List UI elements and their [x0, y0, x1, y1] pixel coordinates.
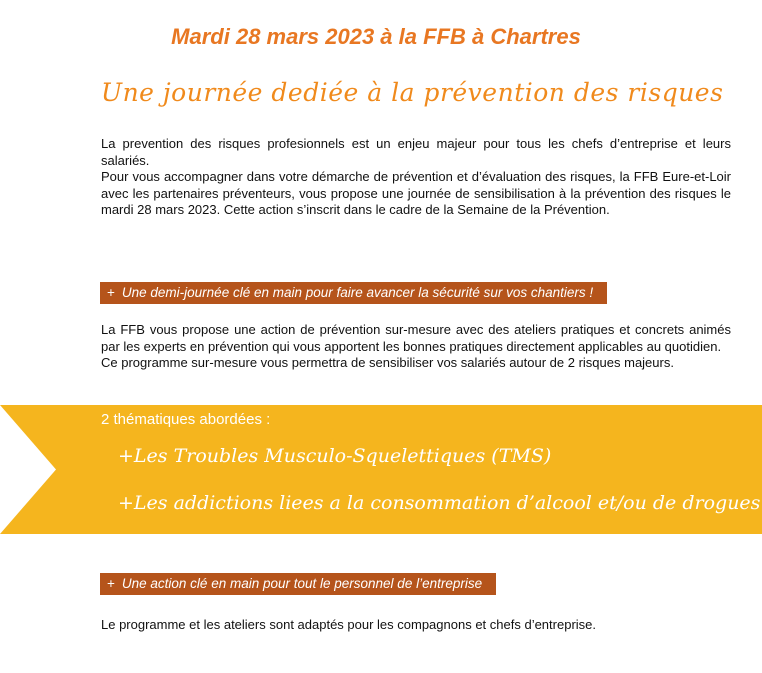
plus-icon: +: [107, 285, 115, 300]
section2-text: [101, 617, 731, 634]
date-heading: Mardi 28 mars 2023 à la FFB à Chartres: [171, 24, 581, 49]
themes-band: [0, 405, 762, 534]
section-banner-staff: [100, 573, 496, 595]
intro-paragraph-2: Pour vous accompagner dans votre démarche de prévention et d’évaluation des risques, la FFB Eure-et-Loir avec les partenaires préventeurs, vous propose une journée de sensibilisation à la prévention des risques le mardi 28 mars 2023. Cette action s’inscrit dans le cadre de la Semaine de la Prévention.: [101, 169, 731, 218]
plus-icon: +: [107, 576, 115, 591]
section1-paragraph-2: Ce programme sur-mesure vous permettra de sensibiliser vos salariés autour de 2 risques majeurs.: [101, 355, 674, 371]
section2-paragraph-1: Le programme et les ateliers sont adaptés pour les compagnons et chefs d’entreprise.: [101, 617, 596, 632]
intro-paragraph-1: La prevention des risques profesionnels est un enjeu majeur pour tous les chefs d’entreprise et leurs salariés.: [101, 136, 731, 168]
section-banner-label: Une demi-journée clé en main pour faire avancer la sécurité sur vos chantiers !: [121, 285, 594, 300]
section1-paragraph-1: La FFB vous propose une action de prévention sur-mesure avec des ateliers pratiques et concrets animés par les experts en prévention qui vous apportent les bonnes pratiques directement applicables au quotidien.: [101, 322, 731, 354]
theme-item-addictions: +Les addictions liees a la consommation d’alcool et/ou de drogues: [118, 492, 761, 514]
section-banner-label: Une action clé en main pour tout le personnel de l’entreprise: [121, 576, 483, 591]
chevron-shape-icon: [0, 405, 56, 534]
section1-text: [101, 322, 731, 372]
event-title: Une journée dediée à la prévention des risques: [101, 78, 724, 107]
theme-item-tms: +Les Troubles Musculo-Squelettiques (TMS): [118, 445, 552, 467]
section-banner-half-day: [100, 282, 607, 304]
intro-text: [101, 136, 731, 219]
themes-subtitle: 2 thématiques abordées :: [101, 411, 271, 428]
